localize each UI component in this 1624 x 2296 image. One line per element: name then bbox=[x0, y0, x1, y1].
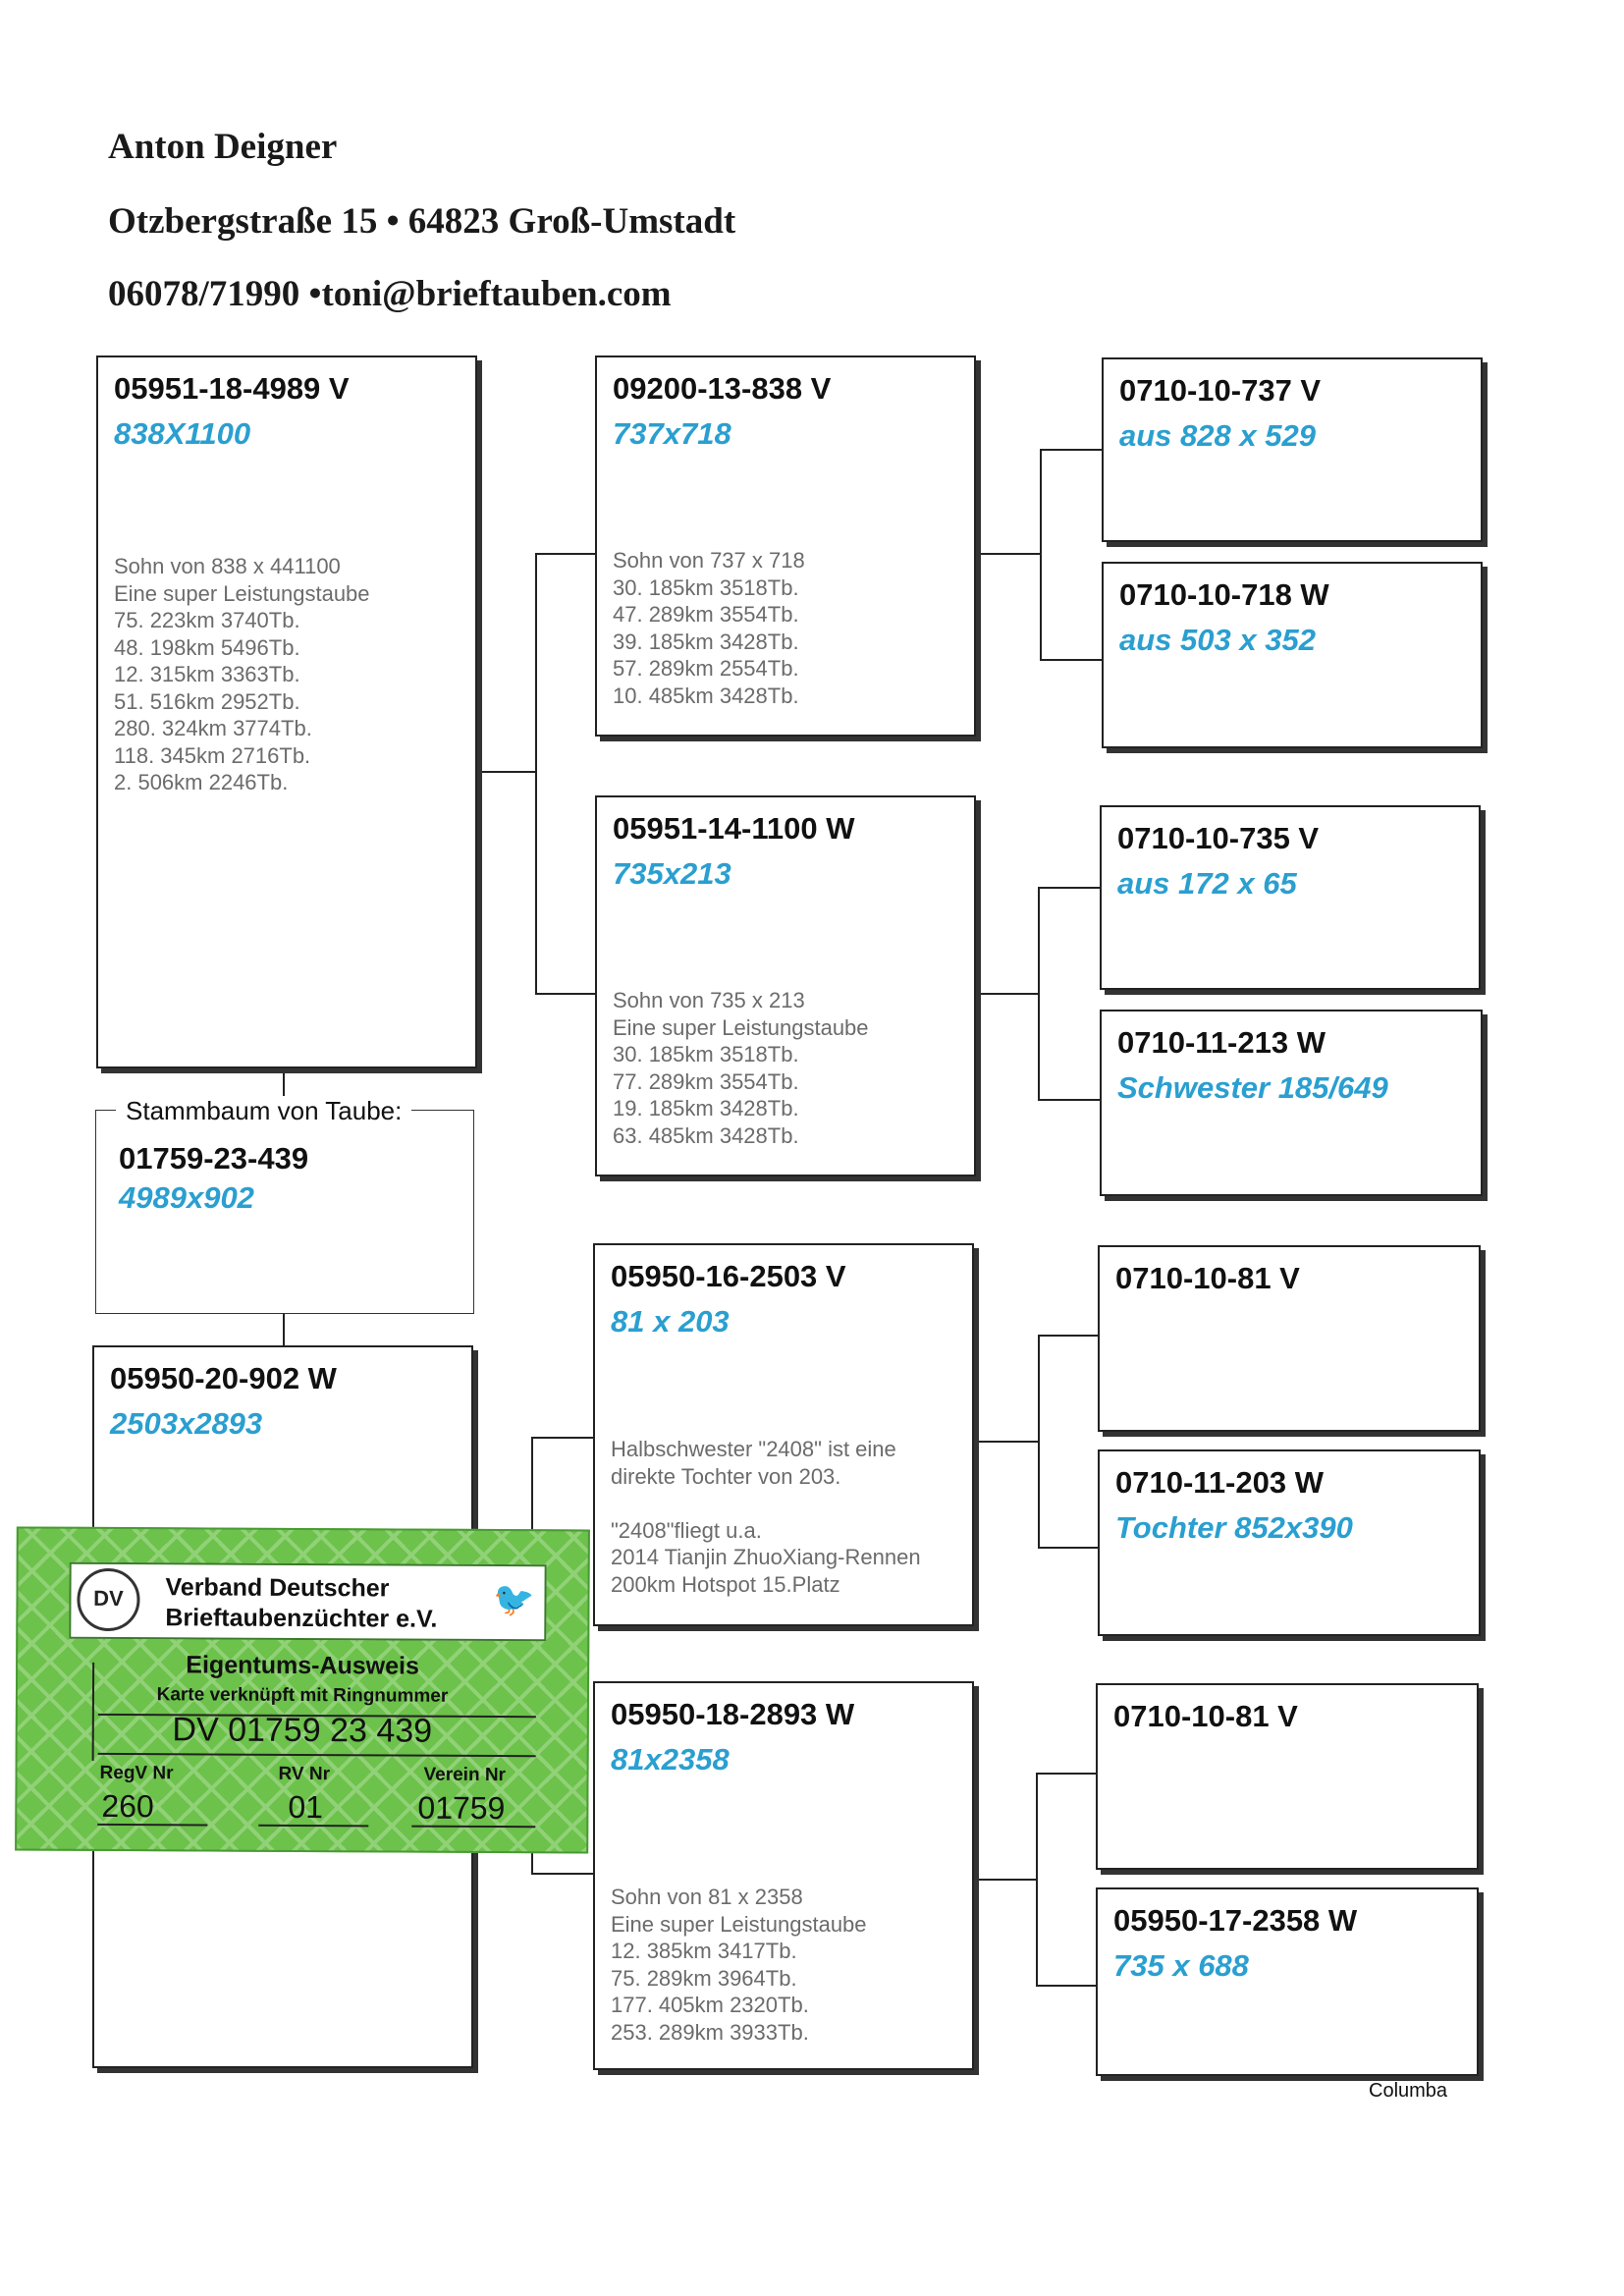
father-box bbox=[96, 355, 477, 1068]
mother-parents: 2503x2893 bbox=[110, 1406, 263, 1441]
great-grandparent-box bbox=[1102, 357, 1483, 542]
gp-ring: 05951-14-1100 W bbox=[613, 811, 855, 846]
ggp-parents: aus 828 x 529 bbox=[1119, 418, 1316, 453]
ggp-ring: 0710-10-735 V bbox=[1117, 821, 1320, 855]
connector bbox=[1038, 887, 1101, 889]
grandmother-paternal-box bbox=[595, 795, 976, 1176]
gp-description: Sohn von 737 x 718 30. 185km 3518Tb. 47. 289km 3554Tb. 39. 185km 3428Tb. 57. 289km 2554Tb. 10. 485km 3428Tb. bbox=[613, 548, 805, 708]
connector bbox=[1040, 659, 1103, 661]
subject-ring: 01759-23-439 bbox=[119, 1141, 309, 1175]
card-title: Eigentums-Ausweis bbox=[186, 1651, 419, 1680]
gp-ring: 05950-18-2893 W bbox=[611, 1697, 855, 1731]
connector bbox=[1036, 1985, 1099, 1987]
connector bbox=[1036, 1773, 1099, 1775]
gp-parents: 735x213 bbox=[613, 856, 731, 891]
ggp-ring: 05950-17-2358 W bbox=[1113, 1903, 1358, 1938]
ggp-ring: 0710-10-718 W bbox=[1119, 577, 1329, 612]
breeder-contact: 06078/71990 •toni@brieftauben.com bbox=[108, 274, 672, 314]
card-header bbox=[69, 1562, 546, 1642]
ownership-card bbox=[15, 1526, 590, 1853]
great-grandparent-box bbox=[1096, 1683, 1479, 1870]
mother-ring: 05950-20-902 W bbox=[110, 1361, 337, 1395]
ggp-parents: 735 x 688 bbox=[1113, 1948, 1249, 1983]
father-ring: 05951-18-4989 V bbox=[114, 371, 350, 406]
great-grandparent-box bbox=[1098, 1449, 1481, 1636]
breeder-address: Otzbergstraße 15 • 64823 Groß-Umstadt bbox=[108, 201, 736, 242]
father-parents: 838X1100 bbox=[114, 416, 251, 451]
connector bbox=[531, 1873, 594, 1875]
pedigree-title: Stammbaum von Taube: bbox=[116, 1096, 411, 1126]
gp-parents: 81x2358 bbox=[611, 1742, 730, 1777]
connector bbox=[1038, 1547, 1099, 1549]
breeder-name: Anton Deigner bbox=[108, 127, 338, 167]
father-description: Sohn von 838 x 441100 Eine super Leistungstaube 75. 223km 3740Tb. 48. 198km 5496Tb. 12. 315km 3363Tb. 51. 516km 2952Tb. 280. 324km 3774Tb. 118. 345km 2716Tb. 2. 506km 2246Tb. bbox=[114, 554, 370, 794]
connector bbox=[535, 993, 596, 995]
ggp-ring: 0710-11-213 W bbox=[1117, 1025, 1326, 1060]
connector bbox=[1038, 887, 1040, 1101]
subject-parents: 4989x902 bbox=[119, 1180, 254, 1215]
ggp-ring: 0710-11-203 W bbox=[1115, 1465, 1324, 1500]
great-grandparent-box bbox=[1096, 1887, 1479, 2076]
connector bbox=[1040, 449, 1042, 661]
gp-ring: 05950-16-2503 V bbox=[611, 1259, 846, 1293]
ggp-ring: 0710-10-81 V bbox=[1113, 1699, 1298, 1733]
gp-ring: 09200-13-838 V bbox=[613, 371, 832, 406]
great-grandparent-box bbox=[1100, 1010, 1483, 1196]
connector bbox=[1036, 1773, 1038, 1987]
card-label-regv: RegV Nr bbox=[99, 1762, 174, 1784]
connector bbox=[535, 553, 537, 995]
connector bbox=[975, 993, 1040, 995]
card-ring-number: DV 01759 23 439 bbox=[172, 1711, 433, 1750]
grandmother-maternal-box bbox=[593, 1681, 974, 2070]
card-subtitle: Karte verknüpft mit Ringnummer bbox=[156, 1684, 449, 1707]
gp-parents: 737x718 bbox=[613, 416, 731, 451]
card-label-verein: Verein Nr bbox=[423, 1764, 507, 1786]
connector bbox=[973, 1879, 1038, 1881]
connector bbox=[1040, 449, 1103, 451]
pigeon-icon: 🐦 bbox=[493, 1581, 535, 1619]
card-value-rv: 01 bbox=[288, 1788, 324, 1826]
great-grandparent-box bbox=[1102, 562, 1483, 748]
gp-description: Halbschwester "2408" ist eine direkte Tochter von 203. "2408"fliegt u.a. 2014 Tianjin ZhuoXiang-Rennen 200km Hotspot 15.Platz bbox=[611, 1437, 921, 1597]
gp-description: Sohn von 81 x 2358 Eine super Leistungstaube 12. 385km 3417Tb. 75. 289km 3964Tb. 177. 405km 2320Tb. 253. 289km 3933Tb. bbox=[611, 1885, 867, 2045]
connector bbox=[975, 553, 1042, 555]
card-value-verein: 01759 bbox=[417, 1789, 506, 1827]
great-grandparent-box bbox=[1100, 805, 1481, 990]
ggp-parents: aus 172 x 65 bbox=[1117, 866, 1297, 901]
connector bbox=[531, 1437, 594, 1439]
grandfather-maternal-box bbox=[593, 1243, 974, 1626]
dv-logo-icon: DV bbox=[77, 1568, 139, 1631]
ggp-parents: Tochter 852x390 bbox=[1115, 1510, 1353, 1545]
connector bbox=[535, 553, 596, 555]
ggp-parents: aus 503 x 352 bbox=[1119, 623, 1316, 657]
ggp-parents: Schwester 185/649 bbox=[1117, 1070, 1388, 1105]
connector bbox=[283, 1314, 285, 1347]
footer-brand: Columba bbox=[1369, 2080, 1448, 2102]
connector bbox=[1038, 1335, 1099, 1337]
gp-description: Sohn von 735 x 213 Eine super Leistungstaube 30. 185km 3518Tb. 77. 289km 3554Tb. 19. 185km 3428Tb. 63. 485km 3428Tb. bbox=[613, 988, 869, 1148]
card-label-rv: RV Nr bbox=[278, 1763, 331, 1785]
ggp-ring: 0710-10-737 V bbox=[1119, 373, 1322, 408]
gp-parents: 81 x 203 bbox=[611, 1304, 730, 1339]
card-value-regv: 260 bbox=[101, 1787, 154, 1825]
connector bbox=[973, 1441, 1040, 1443]
connector bbox=[480, 771, 535, 773]
great-grandparent-box bbox=[1098, 1245, 1481, 1432]
ggp-ring: 0710-10-81 V bbox=[1115, 1261, 1300, 1295]
connector bbox=[1038, 1335, 1040, 1549]
connector bbox=[1038, 1099, 1101, 1101]
card-organization: Verband Deutscher Brieftaubenzüchter e.V. bbox=[165, 1573, 438, 1633]
grandfather-paternal-box bbox=[595, 355, 976, 737]
